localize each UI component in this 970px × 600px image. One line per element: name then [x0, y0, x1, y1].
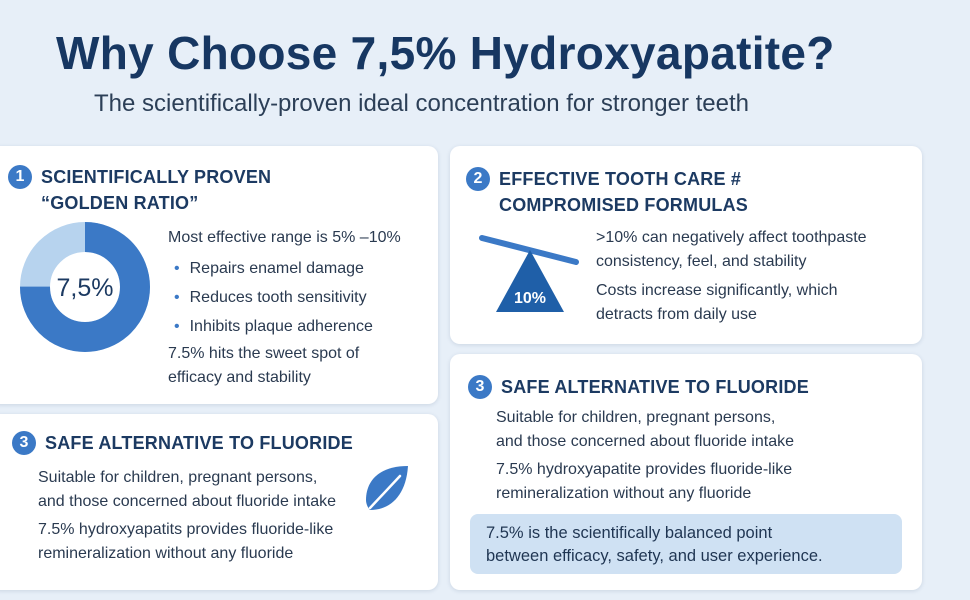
card-fluoride-alternative-right [450, 354, 922, 590]
text-line: 7.5% is the scientifically balanced point [486, 524, 773, 542]
step-number-badge: 2 [466, 167, 490, 191]
donut-label: 7,5% [56, 274, 114, 302]
heading-line: SAFE ALTERNATIVE TO FLUORIDE [45, 433, 353, 453]
text-line: >10% can negatively affect toothpaste [596, 229, 867, 246]
card-golden-ratio [0, 146, 438, 404]
card-compromised-formulas [450, 146, 922, 344]
text-line: remineralization without any fluoride [496, 485, 752, 502]
bullet-icon: • [174, 260, 180, 277]
list-item-text: Reduces tooth sensitivity [189, 289, 367, 306]
list-item [174, 254, 373, 283]
leaf-icon [360, 462, 412, 514]
benefit-list [174, 254, 373, 341]
suitability-text [38, 466, 336, 514]
cost-text [596, 279, 838, 327]
card-heading [8, 164, 271, 216]
text-line: and those concerned about fluoride intake [38, 493, 336, 510]
step-number-badge: 3 [468, 375, 492, 399]
bullet-icon: • [174, 318, 180, 335]
text-line: and those concerned about fluoride intake [496, 433, 794, 450]
page-title: Why Choose 7,5% Hydroxyapatite? [56, 27, 835, 79]
text-line: Suitable for children, pregnant persons, [496, 409, 776, 426]
text-line: 7.5% hydroxyapatite provides fluoride-like [496, 461, 793, 478]
heading-line: EFFECTIVE TOOTH CARE # [499, 169, 742, 189]
seesaw-label: 10% [513, 290, 547, 307]
text-line: between efficacy, safety, and user experience. [486, 547, 823, 565]
remineralization-text [38, 518, 333, 566]
leaf-shape [366, 466, 408, 510]
consistency-text [596, 226, 867, 274]
text-line: Suitable for children, pregnant persons, [38, 469, 318, 486]
list-item [174, 312, 373, 341]
heading-line: COMPROMISED FORMULAS [499, 195, 748, 215]
list-item-text: Inhibits plaque adherence [189, 318, 373, 335]
list-item-text: Repairs enamel damage [189, 260, 364, 277]
donut-chart-icon [18, 220, 152, 354]
heading-line: SAFE ALTERNATIVE TO FLUORIDE [501, 377, 809, 397]
card-fluoride-alternative-left [0, 414, 438, 590]
card-heading [466, 166, 748, 218]
card-heading [468, 374, 809, 400]
text-line: efficacy and stability [168, 369, 311, 386]
remineralization-text [496, 458, 792, 506]
heading-line: SCIENTIFICALLY PROVEN [41, 167, 272, 187]
bullet-icon: • [174, 289, 180, 306]
heading-line: “GOLDEN RATIO” [41, 193, 199, 213]
text-line: remineralization without any fluoride [38, 545, 294, 562]
balanced-point-callout [470, 514, 902, 574]
text-line: consistency, feel, and stability [596, 253, 807, 270]
card-heading [12, 430, 353, 456]
page-subtitle: The scientifically-proven ideal concentration for stronger teeth [94, 90, 750, 117]
effective-range-text: Most effective range is 5% –10% [168, 229, 401, 246]
text-line: Costs increase significantly, which [596, 282, 838, 299]
step-number-badge: 1 [8, 165, 32, 189]
text-line: 7.5% hits the sweet spot of [168, 345, 360, 362]
list-item [174, 283, 373, 312]
suitability-text [496, 406, 794, 454]
text-line: detracts from daily use [596, 306, 757, 323]
text-line: 7.5% hydroxyapatits provides fluoride-like [38, 521, 334, 538]
sweet-spot-text [168, 342, 359, 390]
step-number-badge: 3 [12, 431, 36, 455]
seesaw-balance-icon [478, 232, 582, 314]
